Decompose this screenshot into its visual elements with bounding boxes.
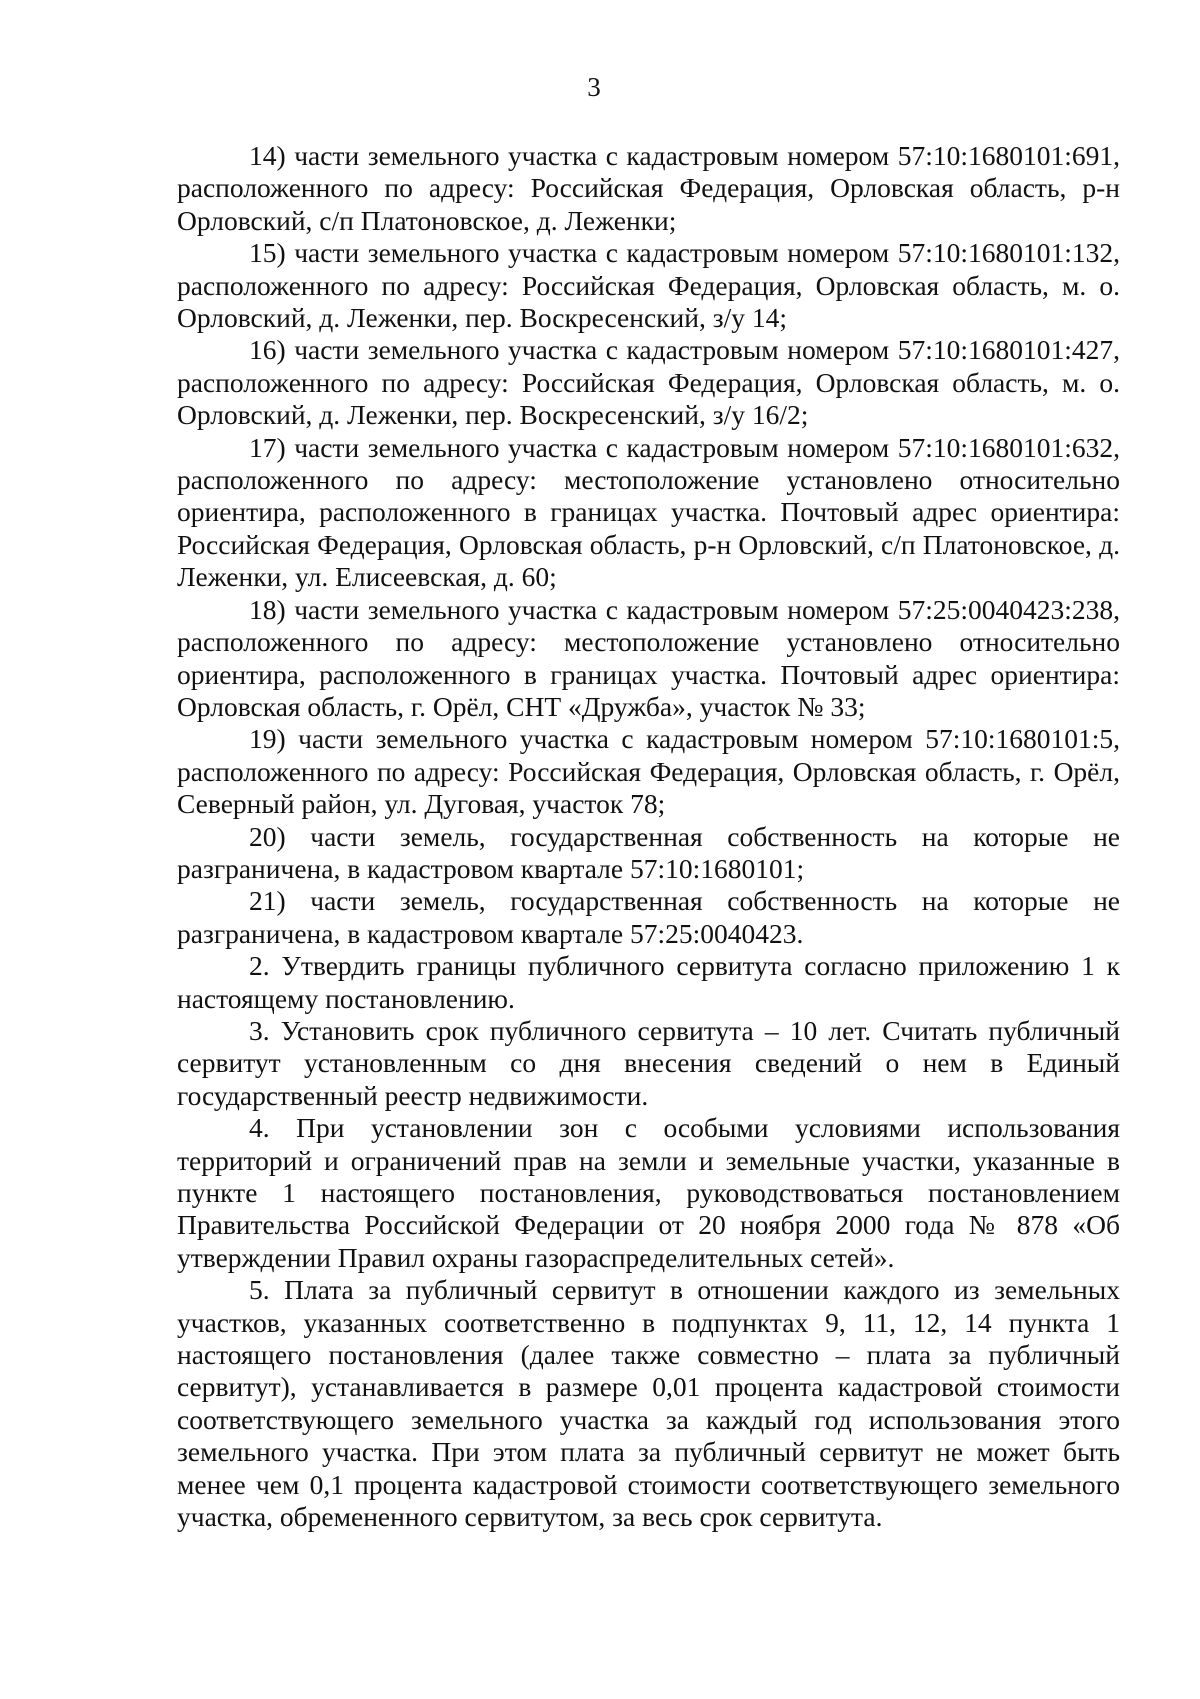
paragraph-section-3: 3. Установить срок публичного сервитута – 10 лет. Считать публичный сервитут установленным со дня внесения сведений о нем в Единый государственный реестр недвижимости. [177, 1014, 1120, 1111]
paragraph-item-16: 16) части земельного участка с кадастровым номером 57:10:1680101:427, расположенного по адресу: Российская Федерация, Орловская область, м. о. Орловский, д. Леженки, пер. Воскресенский, з/у 16/2; [177, 334, 1120, 431]
paragraph-section-5: 5. Плата за публичный сервитут в отношении каждого из земельных участков, указанных соответственно в подпунктах 9, 11, 12, 14 пункта 1 настоящего постановления (далее также совместно – плата за публичный сервитут), устанавливается в размере 0,01 процента кадастровой стоимости соответствующего земельного участка за каждый год использования этого земельного участка. При этом плата за публичный сервитут не может быть менее чем 0,1 процента кадастровой стоимости соответствующего земельного участка, обремененного сервитутом, за весь срок сервитута. [177, 1274, 1120, 1533]
paragraph-section-4: 4. При установлении зон с особыми условиями использования территорий и ограничений прав на земли и земельные участки, указанные в пункте 1 настоящего постановления, руководствоваться постановлением Правительства Российской Федерации от 20 ноября 2000 года № 878 «Об утверждении Правил охраны газораспределительных сетей». [177, 1112, 1120, 1273]
paragraph-item-15: 15) части земельного участка с кадастровым номером 57:10:1680101:132, расположенного по адресу: Российская Федерация, Орловская область, м. о. Орловский, д. Леженки, пер. Воскресенский, з/у 14; [177, 237, 1120, 334]
paragraph-item-17: 17) части земельного участка с кадастровым номером 57:10:1680101:632, расположенного по адресу: местоположение установлено относительно ориентира, расположенного в границах участка. Почтовый адрес ориентира: Российская Федерация, Орловская область, р-н Орловский, с/п Платоновское, д. Леженки, ул. Елисеевская, д. 60; [177, 431, 1120, 593]
paragraph-item-18: 18) части земельного участка с кадастровым номером 57:25:0040423:238, расположенного по адресу: местоположение установлено относительно ориентира, расположенного в границах участка. Почтовый адрес ориентира: Орловская область, г. Орёл, СНТ «Дружба», участок № 33; [177, 593, 1120, 722]
paragraph-item-14: 14) части земельного участка с кадастровым номером 57:10:1680101:691, расположенного по адресу: Российская Федерация, Орловская область, р-н Орловский, с/п Платоновское, д. Леженки; [177, 140, 1120, 236]
document-body [177, 140, 1120, 1533]
paragraph-section-2: 2. Утвердить границы публичного сервитута согласно приложению 1 к настоящему постановлению. [177, 950, 1120, 1014]
paragraph-item-21: 21) части земель, государственная собственность на которые не разграничена, в кадастровом квартале 57:25:0040423. [177, 885, 1120, 949]
paragraph-item-19: 19) части земельного участка с кадастровым номером 57:10:1680101:5, расположенного по адресу: Российская Федерация, Орловская область, г. Орёл, Северный район, ул. Дуговая, участок 78; [177, 723, 1120, 820]
paragraph-item-20: 20) части земель, государственная собственность на которые не разграничена, в кадастровом квартале 57:10:1680101; [177, 820, 1120, 884]
page-number: 3 [587, 72, 601, 102]
